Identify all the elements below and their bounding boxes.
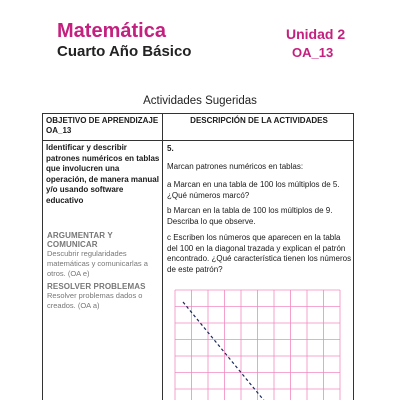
header-unit: Unidad 2 [286, 26, 346, 42]
skills-list [47, 231, 161, 314]
objective-text: Identificar y describir patrones numéricos en tablas que involucren una operación, de manera manual y/o usando software educativo [46, 143, 160, 205]
description-column-header: DESCRIPCIÓN DE LA ACTIVIDADES [190, 116, 328, 125]
skill-title: ARGUMENTAR Y COMUNICAR [47, 231, 113, 249]
header-subtitle: Cuarto Año Básico [57, 43, 192, 60]
activity-intro: Marcan patrones numéricos en tablas: [167, 162, 304, 171]
skill-title: RESOLVER PROBLEMAS [47, 282, 146, 291]
skill-description: Resolver problemas dados o creados. (OA a) [47, 291, 143, 310]
header-divider [43, 140, 353, 141]
objective-column-header: OBJETIVO DE APRENDIZAJE OA_13 [46, 116, 159, 135]
header-title: Matemática [57, 20, 166, 42]
skill-description: Descubrir regularidades matemáticas y comunicarlas a otros. (OA e) [47, 249, 148, 278]
activity-item-c: c Escriben los números que aparecen en la tabla del 100 en la diagonal trazada y explican el patrón encontrado. ¿Qué característica tienen los números de este patrón? [167, 233, 352, 274]
activities-table [42, 113, 354, 400]
section-title: Actividades Sugeridas [143, 95, 257, 107]
hundred-table-grid [171, 284, 351, 400]
grid-lines [175, 290, 340, 400]
column-divider [162, 114, 163, 400]
activity-item-b: b Marcan en la tabla de 100 los múltiplos de 9. Describa lo que observe. [167, 206, 333, 226]
activity-item-a: a Marcan en una tabla de 100 los múltiplos de 5. ¿Qué números marcó? [167, 180, 340, 200]
header-code: OA_13 [292, 45, 334, 60]
activity-number: 5. [167, 144, 174, 153]
